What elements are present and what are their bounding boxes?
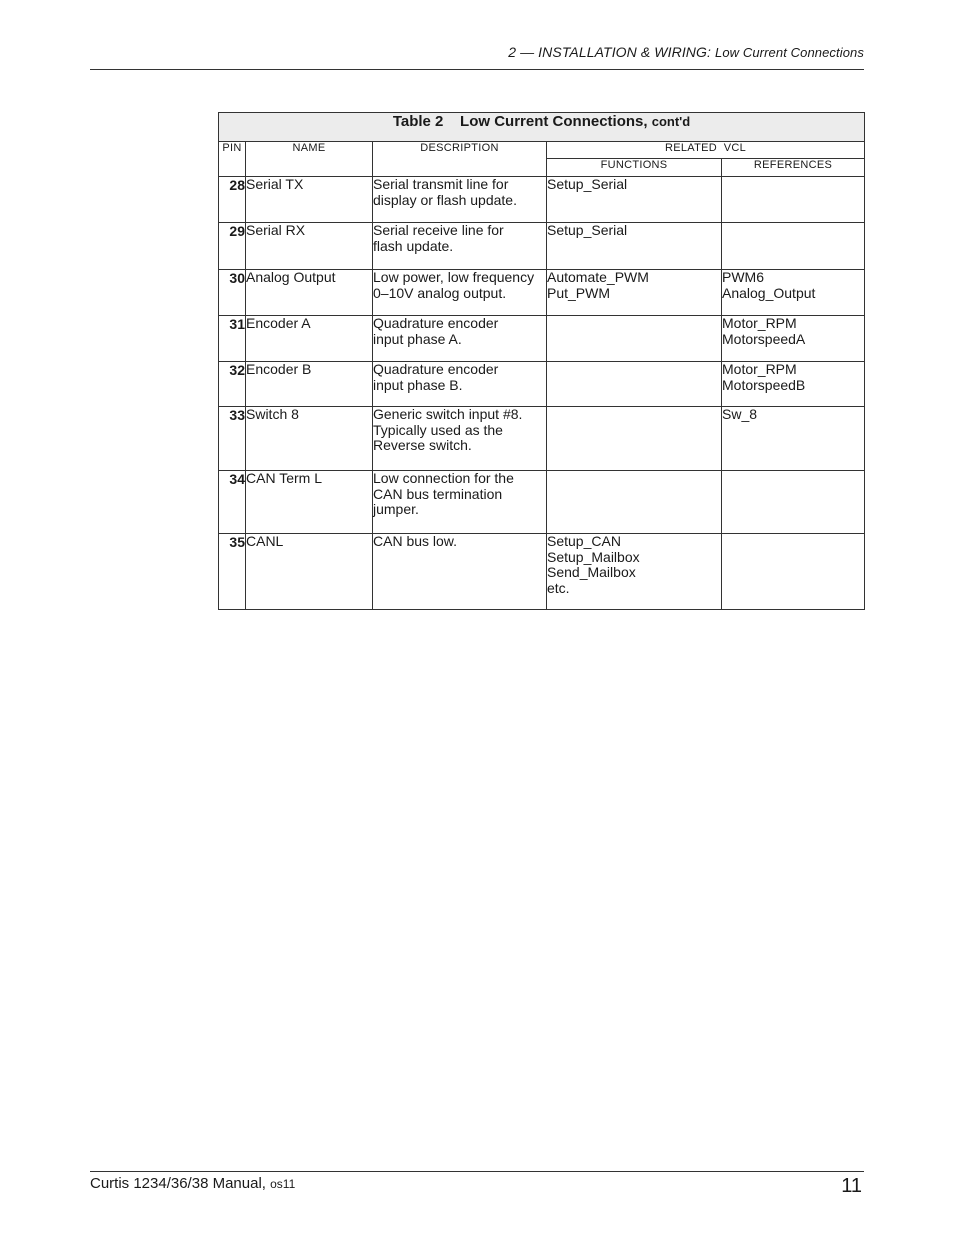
row-pin: 33: [219, 407, 246, 471]
col-header-name: NAME: [246, 142, 373, 177]
row-functions-line: Send_Mailbox: [547, 564, 636, 581]
row-functions-line: Setup_Serial: [547, 176, 628, 192]
row-description-line: Serial receive line for: [373, 222, 504, 238]
row-pin: 29: [219, 223, 246, 270]
row-description-line: Quadrature encoder: [373, 315, 499, 331]
table-row: [219, 316, 865, 362]
row-functions: [547, 407, 722, 471]
row-name: Analog Output: [246, 270, 373, 316]
low-current-connections-table: [218, 112, 865, 610]
row-description-line: Reverse switch.: [373, 437, 472, 454]
row-description-line: display or flash update.: [373, 191, 517, 208]
row-references-line: Sw_8: [722, 406, 758, 422]
row-description-line: 0–10V analog output.: [373, 284, 507, 301]
row-functions: [547, 362, 722, 407]
row-description: [373, 177, 547, 223]
row-description: [373, 316, 547, 362]
row-references: [722, 223, 865, 270]
footer-version: os11: [270, 1177, 296, 1191]
row-description-line: flash update.: [373, 237, 454, 254]
table-row: [219, 223, 865, 270]
row-description-line: input phase B.: [373, 376, 463, 393]
row-functions: [547, 534, 722, 610]
row-references: [722, 362, 865, 407]
table-row: [219, 407, 865, 471]
row-references-line: MotorspeedB: [722, 376, 806, 393]
row-description: [373, 471, 547, 534]
row-functions-line: Automate_PWM: [547, 269, 649, 285]
table-row: [219, 471, 865, 534]
row-pin: 34: [219, 471, 246, 534]
page-number: 11: [841, 1175, 862, 1197]
row-description: [373, 534, 547, 610]
header-divider: [90, 69, 864, 70]
row-description-line: Quadrature encoder: [373, 361, 499, 377]
row-references-line: PWM6: [722, 269, 764, 285]
row-functions: [547, 177, 722, 223]
row-references-line: MotorspeedA: [722, 330, 806, 347]
running-header: [508, 44, 864, 60]
footer-divider: [90, 1171, 864, 1172]
row-name: Encoder A: [246, 316, 373, 362]
row-description-line: input phase A.: [373, 330, 462, 347]
table-row: [219, 270, 865, 316]
row-pin: 35: [219, 534, 246, 610]
footer-manual-title: [90, 1175, 295, 1192]
row-references: [722, 471, 865, 534]
row-pin: 30: [219, 270, 246, 316]
row-functions-line: Setup_Mailbox: [547, 548, 640, 565]
row-description: [373, 362, 547, 407]
row-name: Serial TX: [246, 177, 373, 223]
row-description-line: Serial transmit line for: [373, 176, 509, 192]
row-functions: [547, 270, 722, 316]
row-name: Serial RX: [246, 223, 373, 270]
row-references: [722, 177, 865, 223]
table-title: [219, 113, 865, 142]
row-functions: [547, 223, 722, 270]
row-references-line: Motor_RPM: [722, 315, 797, 331]
table-row: [219, 177, 865, 223]
header-chapter: 2 — INSTALLATION & WIRING:: [508, 44, 711, 60]
table-body: [219, 177, 865, 610]
row-description-line: CAN bus low.: [373, 533, 458, 549]
col-header-references: REFERENCES: [722, 159, 865, 177]
row-functions: [547, 471, 722, 534]
row-functions: [547, 316, 722, 362]
row-name: Switch 8: [246, 407, 373, 471]
row-description-line: jumper.: [373, 501, 419, 518]
row-description: [373, 223, 547, 270]
row-description: [373, 407, 547, 471]
footer-manual: Curtis 1234/36/38 Manual,: [90, 1175, 266, 1192]
row-description-line: CAN bus termination: [373, 485, 503, 502]
row-pin: 31: [219, 316, 246, 362]
row-functions-line: Put_PWM: [547, 284, 611, 301]
row-description-line: Typically used as the: [373, 421, 503, 438]
header-section: Low Current Connections: [715, 45, 864, 60]
table-title-suffix: cont'd: [651, 114, 691, 129]
row-name: CANL: [246, 534, 373, 610]
row-references-line: Motor_RPM: [722, 361, 797, 377]
row-pin: 32: [219, 362, 246, 407]
row-pin: 28: [219, 177, 246, 223]
row-functions-line: Setup_Serial: [547, 222, 628, 238]
table-row: [219, 362, 865, 407]
row-name: CAN Term L: [246, 471, 373, 534]
row-description: [373, 270, 547, 316]
row-name: Encoder B: [246, 362, 373, 407]
row-references: [722, 534, 865, 610]
table-title-text: Table 2 Low Current Connections,: [392, 113, 648, 130]
row-references: [722, 407, 865, 471]
table-row: [219, 534, 865, 610]
row-references: [722, 316, 865, 362]
row-description-line: Low connection for the: [373, 470, 514, 486]
row-description-line: Low power, low frequency: [373, 269, 535, 285]
row-references: [722, 270, 865, 316]
col-header-functions: FUNCTIONS: [547, 159, 722, 177]
row-references-line: Analog_Output: [722, 284, 816, 301]
row-description-line: Generic switch input #8.: [373, 406, 523, 422]
row-functions-line: Setup_CAN: [547, 533, 621, 549]
col-header-description: DESCRIPTION: [373, 142, 547, 177]
row-functions-line: etc.: [547, 580, 570, 597]
col-header-pin: PIN: [219, 142, 246, 177]
col-header-related-vcl: RELATED VCL: [547, 142, 865, 159]
